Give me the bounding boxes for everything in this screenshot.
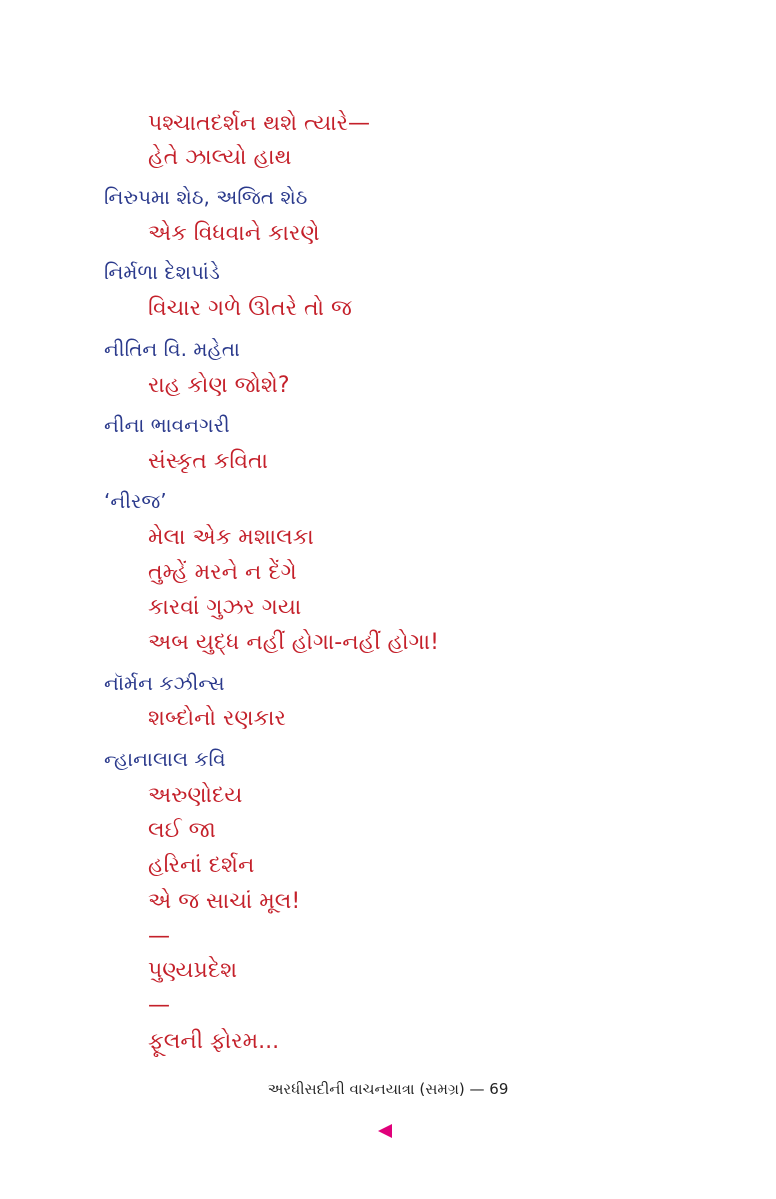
title-item: —: [148, 924, 170, 949]
title-item: શબ્દોનો રણકાર: [148, 706, 286, 731]
title-item: મેલા એક મશાલકા: [148, 525, 314, 550]
author-name: ‘નીરજ’: [104, 489, 167, 513]
author-name: નિર્મળા દેશપાંડે: [104, 260, 220, 284]
title-item: એ જ સાચાં મૂલ!: [148, 889, 301, 914]
title-item: અરુણોદય: [148, 783, 243, 808]
title-item: ફૂલની ફોરમ...: [148, 1029, 280, 1054]
title-item: અબ યુદ્ધ નહીં હોગા-નહીં હોગા!: [148, 630, 439, 655]
title-item: સંસ્કૃત કવિતા: [148, 449, 269, 474]
title-item: કારવાં ગુઝર ગયા: [148, 595, 302, 620]
author-name: ન્હાનાલાલ કવિ: [104, 747, 226, 771]
title-item: —: [148, 993, 170, 1018]
title-item: વિચાર ગળે ઊતરે તો જ: [148, 296, 352, 321]
title-item: લઈ જા: [148, 818, 216, 843]
previous-page-arrow-icon[interactable]: [378, 1124, 392, 1138]
title-item: હરિનાં દર્શન: [148, 853, 255, 878]
title-item: પશ્ચાતદર્શન થશે ત્યારે—: [148, 111, 371, 136]
title-item: પુણ્યપ્રદેશ: [148, 958, 238, 983]
author-name: નીતિન વિ. મહેતા: [104, 337, 240, 361]
title-item: હેતે ઝાલ્યો હાથ: [148, 145, 292, 170]
page-footer: અરધીસદીની વાચનયાત્રા (સમગ્ર) — 69: [267, 1080, 509, 1098]
author-name: નીના ભાવનગરી: [104, 413, 230, 437]
author-name: નિરુપમા શેઠ, અજિત શેઠ: [104, 185, 308, 209]
author-name: નૉર્મન કઝીન્સ: [104, 671, 225, 695]
title-item: રાહ કોણ જોશે?: [148, 373, 290, 398]
title-item: તુમ્હેં મરને ન દેંગે: [148, 560, 297, 585]
title-item: એક વિધવાને કારણે: [148, 221, 320, 246]
